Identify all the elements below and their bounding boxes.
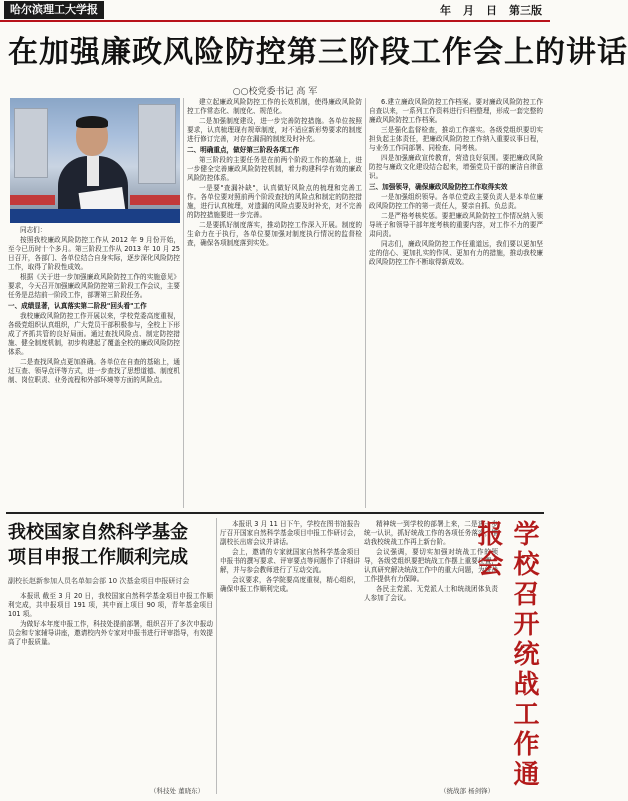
- section-heading: 一、成绩显著，认真落实第二阶段"回头看"工作: [8, 302, 147, 310]
- paragraph: 二是严格考核奖惩。要把廉政风险防控工作情况纳入领导班子和领导干部年度考核的重要内容，对工作不力的要严肃问责。: [369, 212, 543, 238]
- paragraph: 第三阶段的主要任务是在前两个阶段工作的基础上，进一步健全完善廉政风险防控机制，着力构建科学有效的廉政风险防控体系。: [187, 156, 362, 182]
- podium-table: [10, 209, 180, 223]
- main-article-col2: [187, 98, 362, 508]
- paragraph: 三是强化监督检查，推动工作落实。各级党组织要切实担负起主体责任，把廉政风险防控工作纳入重要议事日程，与业务工作同部署、同检查、同考核。: [369, 126, 543, 152]
- main-headline: 在加强廉政风险防控第三阶段工作会上的讲话: [8, 35, 628, 70]
- section-heading: 二、明确重点，做好第三阶段各项工作: [187, 146, 300, 154]
- paragraph: 二是加强制度建设，进一步完善防控措施。各单位按照要求，认真梳理现有规章制度，对不适应新形势要求的制度进行修订完善，对存在漏洞的制度及时补充。: [187, 117, 362, 143]
- main-article-col1: [8, 226, 180, 508]
- date-year: 年: [440, 4, 451, 17]
- section-heading: 三、加强领导，确保廉政风险防控工作取得实效: [369, 183, 508, 191]
- paragraph: 为做好本年度申报工作，科技处提前部署，组织召开了多次申报动员会和专家辅导讲座，邀请校内外专家对申报书进行评审指导，有效提高了申报质量。: [8, 620, 213, 646]
- second-headline-line1: 我校国家自然科学基金: [8, 522, 188, 543]
- paragraph: 同志们，廉政风险防控工作任重道远，我们要以更加坚定的信心、更加扎实的作风、更加有力的措施，推动我校廉政风险防控工作不断取得新成效。: [369, 240, 543, 266]
- main-article-col3: [369, 98, 543, 508]
- paragraph: 我校廉政风险防控工作开展以来，学校党委高度重视，各级党组织认真组织，广大党员干部积极参与，全校上下形成了齐抓共管的良好局面。通过查找风险点、制定防控措施、健全制度机制，初步构建起了覆盖全校的廉政风险防控体系。: [8, 312, 180, 356]
- paragraph: 会上，邀请的专家就国家自然科学基金项目申报书的撰写要求、评审要点等问题作了详细讲解，并与参会教师进行了互动交流。: [220, 548, 360, 574]
- paragraph: 本报讯 3 月 11 日下午，学校在图书馆报告厅召开国家自然科学基金项目申报工作研讨会，副校长出席会议并讲话。: [220, 520, 360, 546]
- byline: ○○校党委书记 高 军: [232, 87, 318, 97]
- paragraph: 6.建立廉政风险防控工作档案。要对廉政风险防控工作自查以来，一系列工作资料进行归档整理，形成一套完整的廉政风险防控工作档案。: [369, 98, 543, 124]
- paragraph: 四是加强廉政宣传教育，营造良好氛围。要把廉政风险防控与廉政文化建设结合起来，增强党员干部的廉洁自律意识。: [369, 154, 543, 180]
- column-rule: [216, 518, 217, 794]
- paragraph: 建立起廉政风险防控工作的长效机制，使得廉政风险防控工作常态化、制度化、规范化。: [187, 98, 362, 115]
- paragraph: 本报讯 截至 3 月 20 日，我校国家自然科学基金项目申报工作顺利完成，共申报项目 191 项，其中面上项目 90 项，青年基金项目 101 项。: [8, 592, 213, 618]
- second-article-col2: [220, 520, 360, 790]
- column-rule: [365, 98, 366, 508]
- signature-2: （统战部 杨剑锋）: [440, 787, 495, 795]
- paragraph: 二是要抓好制度落实，推动防控工作深入开展。制度的生命力在于执行，各单位要加强对制度执行情况的监督检查，确保各项制度落到实处。: [187, 221, 362, 247]
- issue-info: [440, 2, 542, 18]
- building-left: [14, 108, 48, 178]
- paragraph: 同志们：: [20, 226, 47, 234]
- signature-1: （科技处 董晓东）: [150, 787, 205, 795]
- paragraph: 二是查找风险点更加准确。各单位在自查的基础上，通过互查、领导点评等方式，进一步查找了思想道德、制度机制、岗位职责、业务流程和外部环境等方面的风险点。: [8, 358, 180, 384]
- second-subtitle: 副校长赵新参加人员名单如会部 10 次基金项目申报研讨会: [8, 577, 190, 585]
- section-divider: [6, 512, 544, 514]
- paragraph: 各民主党派、无党派人士和统战团体负责人参加了会议。: [364, 585, 498, 602]
- second-headline-line2: 项目申报工作顺利完成: [8, 547, 188, 568]
- flowers-left: [10, 195, 55, 205]
- page-number: 第三版: [509, 4, 542, 17]
- paragraph: 根据《关于进一步加强廉政风险防控工作的实施意见》要求，今天召开加强廉政风险防控第三阶段工作会议，主要任务是总结前一阶段工作，部署第三阶段任务。: [8, 273, 180, 299]
- paragraph: 一是要"查漏补缺"，认真做好风险点的梳理和完善工作。各单位要对照前两个阶段查找的风险点和制定的防控措施，进行认真梳理，对遗漏的风险点要及时补充，对不完善的防控措施要进一步完善。: [187, 184, 362, 219]
- paragraph: 会议要求，各学院要高度重视，精心组织，确保申报工作顺利完成。: [220, 576, 360, 593]
- second-article-col1: [8, 592, 213, 782]
- column-rule: [183, 98, 184, 508]
- masthead: [0, 0, 550, 22]
- speaker-photo: [10, 98, 180, 223]
- paragraph: 一是加强组织领导。各单位党政主要负责人是本单位廉政风险防控工作的第一责任人，要亲自抓、负总责。: [369, 193, 543, 210]
- flowers-right: [130, 195, 180, 205]
- paragraph: 按照我校廉政风险防控工作从 2012 年 9 月份开始，至今已历时十个多月。第三阶段工作从 2013 年 10 月 25 日召开，各部门、各单位结合自身实际，逐步深化风险防控工作，取得了阶段性成效。: [8, 236, 180, 271]
- building-right: [138, 104, 176, 184]
- vertical-headline: 学校召开统战工作通报会: [473, 520, 539, 790]
- paragraph: 精神统一到学校的部署上来，二是进一步统一认识，抓好统战工作的各项任务落实，推动我校统战工作再上新台阶。: [364, 520, 498, 546]
- date-day: 日: [486, 4, 497, 17]
- date-month: 月: [463, 4, 474, 17]
- paragraph: 会议强调，要切实加强对统战工作的领导，各级党组织要把统战工作摆上重要位置，认真研究解决统战工作中的重大问题，为统战工作提供有力保障。: [364, 548, 498, 583]
- paper-name: 哈尔滨理工大学报: [4, 1, 104, 19]
- second-headline: [8, 520, 213, 570]
